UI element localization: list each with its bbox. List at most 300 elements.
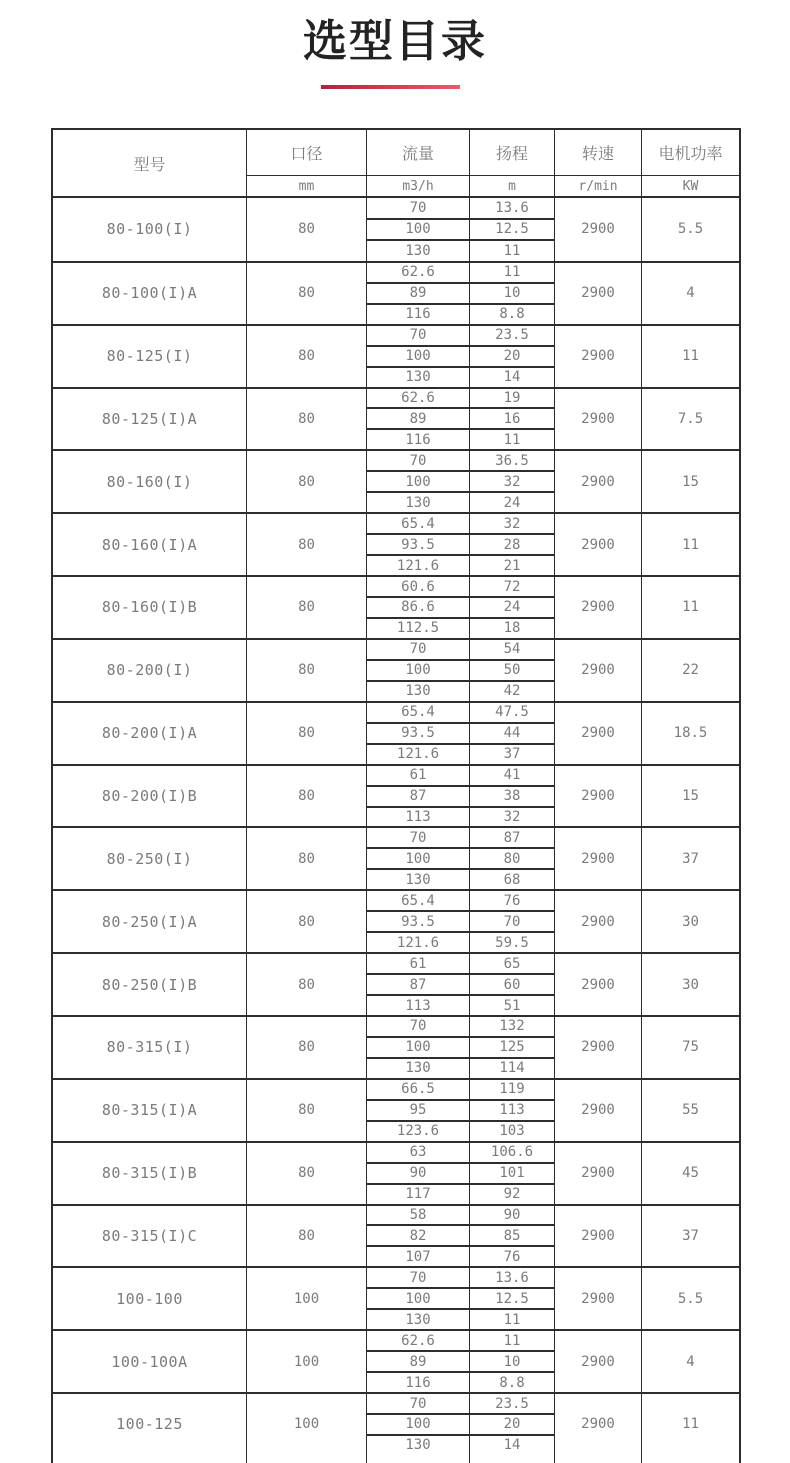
model-cell: 80-160(I)B xyxy=(53,577,247,638)
model-cell: 80-315(I) xyxy=(53,1017,247,1078)
flow-cell: 87 xyxy=(367,975,470,994)
flow-head-cell-group xyxy=(367,766,555,827)
table-row xyxy=(53,1078,739,1141)
flow-head-cell-group xyxy=(367,198,555,261)
head-cell: 24 xyxy=(503,494,521,511)
head-cell: 125 xyxy=(499,1039,525,1056)
speed-cell: 2900 xyxy=(555,703,642,764)
flow-head-cell-group xyxy=(367,703,555,764)
head-cell: 114 xyxy=(499,1060,525,1077)
flow-cell: 107 xyxy=(367,1247,470,1266)
head-cell: 12.5 xyxy=(495,221,529,238)
flow-head-cell-group xyxy=(367,1143,555,1204)
head-cell: 14 xyxy=(503,1437,521,1454)
flow-head-subrow xyxy=(367,514,554,533)
flow-cell: 117 xyxy=(367,1185,470,1204)
flow-head-subrow xyxy=(367,891,554,910)
head-cell: 32 xyxy=(503,515,521,532)
flow-head-subrow xyxy=(367,1080,554,1099)
model-cell: 80-250(I)B xyxy=(53,954,247,1015)
table-row xyxy=(53,826,739,889)
model-cell: 80-100(I)A xyxy=(53,263,247,324)
flow-cell: 130 xyxy=(367,870,470,889)
table-row xyxy=(53,575,739,638)
head-cell: 8.8 xyxy=(499,1374,525,1391)
diameter-cell: 80 xyxy=(247,1017,367,1078)
model-cell: 80-160(I)A xyxy=(53,514,247,575)
diameter-cell: 80 xyxy=(247,640,367,701)
page-title: 选型目录 xyxy=(303,16,487,67)
power-cell: 55 xyxy=(682,1102,699,1119)
table-row xyxy=(53,952,739,1015)
power-cell: 15 xyxy=(682,473,699,490)
diameter-cell: 80 xyxy=(247,198,367,261)
flow-cell: 93.5 xyxy=(367,912,470,931)
diameter-cell: 80 xyxy=(247,514,367,575)
model-cell: 100-100A xyxy=(53,1331,247,1392)
flow-head-subrow xyxy=(367,198,554,218)
head-cell: 38 xyxy=(503,788,521,805)
header-unit-flow: m3/h xyxy=(402,178,434,194)
head-cell: 37 xyxy=(503,746,521,763)
flow-head-subrow xyxy=(367,868,554,889)
flow-cell: 100 xyxy=(367,849,470,868)
model-cell: 80-125(I) xyxy=(53,326,247,387)
diameter-cell: 80 xyxy=(247,389,367,450)
header-label-power: 电机功率 xyxy=(642,130,739,176)
flow-head-cell-group xyxy=(367,1394,555,1455)
table-row xyxy=(53,1266,739,1329)
power-cell: 5.5 xyxy=(677,1290,704,1307)
flow-head-subrow xyxy=(367,659,554,680)
flow-head-subrow xyxy=(367,1308,554,1329)
table-row-partial xyxy=(53,1455,739,1463)
model-cell: 80-125(I)A xyxy=(53,389,247,450)
flow-head-subrow xyxy=(367,722,554,743)
header-unit-diameter: mm xyxy=(298,178,315,194)
head-cell: 65 xyxy=(503,955,521,972)
speed-cell: 2900 xyxy=(555,1268,642,1329)
head-cell: 76 xyxy=(503,892,521,909)
head-cell: 51 xyxy=(503,997,521,1014)
flow-head-subrow xyxy=(367,263,554,282)
diameter-cell: 100 xyxy=(247,1331,367,1392)
diameter-cell: 80 xyxy=(247,451,367,512)
table-header xyxy=(53,130,739,198)
head-cell: 132 xyxy=(499,1018,525,1035)
flow-head-cell-group xyxy=(367,891,555,952)
flow-head-cell-group xyxy=(367,1455,555,1463)
head-cell: 106.6 xyxy=(490,1144,534,1161)
head-cell: 50 xyxy=(503,662,521,679)
diameter-cell: 80 xyxy=(247,1080,367,1141)
flow-head-subrow xyxy=(367,847,554,868)
flow-cell: 62.6 xyxy=(367,389,470,408)
diameter-cell: 80 xyxy=(247,766,367,827)
flow-cell: 116 xyxy=(367,305,470,324)
table-row xyxy=(53,701,739,764)
power-cell: 15 xyxy=(682,788,699,805)
header-column-diameter xyxy=(247,130,367,196)
power-cell: 11 xyxy=(682,1416,699,1433)
flow-head-subrow xyxy=(367,703,554,722)
diameter-cell: 80 xyxy=(247,1143,367,1204)
diameter-cell: 80 xyxy=(247,891,367,952)
flow-cell: 100 xyxy=(367,1038,470,1057)
flow-head-cell-group xyxy=(367,577,555,638)
flow-cell: 100 xyxy=(367,472,470,491)
table-row xyxy=(53,1204,739,1267)
flow-cell: 100 xyxy=(367,347,470,366)
speed-cell: 2900 xyxy=(555,1394,642,1455)
speed-cell: 2900 xyxy=(555,1143,642,1204)
power-cell: 45 xyxy=(682,1165,699,1182)
model-cell: 80-315(I)B xyxy=(53,1143,247,1204)
power-cell: 22 xyxy=(682,662,699,679)
flow-head-subrow xyxy=(367,470,554,491)
speed-cell: 2900 xyxy=(555,640,642,701)
flow-cell: 90 xyxy=(367,1164,470,1183)
head-cell: 70 xyxy=(503,913,521,930)
flow-head-cell-group xyxy=(367,1080,555,1141)
flow-cell: 130 xyxy=(367,1310,470,1329)
table-row xyxy=(53,1015,739,1078)
header-label-head: 扬程 xyxy=(470,130,554,176)
head-cell: 101 xyxy=(499,1165,525,1182)
model-cell: 80-200(I) xyxy=(53,640,247,701)
flow-cell: 62.6 xyxy=(367,1331,470,1350)
table-row xyxy=(53,1329,739,1392)
power-cell: 37 xyxy=(682,1227,699,1244)
flow-cell: 89 xyxy=(367,1352,470,1371)
head-cell: 76 xyxy=(503,1248,521,1265)
flow-head-subrow xyxy=(367,954,554,973)
table-row xyxy=(53,1392,739,1455)
flow-cell: 70 xyxy=(367,1017,470,1036)
flow-head-cell-group xyxy=(367,514,555,575)
speed-cell: 2900 xyxy=(555,766,642,827)
flow-cell: 70 xyxy=(367,1268,470,1287)
flow-cell: 112.5 xyxy=(367,619,470,638)
flow-cell: 82 xyxy=(367,1226,470,1245)
power-cell: 18.5 xyxy=(673,725,708,742)
flow-cell: 130 xyxy=(367,682,470,701)
speed-cell: 2900 xyxy=(555,1331,642,1392)
header-label-diameter: 口径 xyxy=(247,130,366,176)
flow-head-subrow xyxy=(367,1371,554,1392)
header-label-speed: 转速 xyxy=(555,130,641,176)
power-cell xyxy=(642,1455,739,1463)
flow-head-subrow xyxy=(367,994,554,1015)
flow-cell: 93.5 xyxy=(367,724,470,743)
head-cell: 60 xyxy=(503,976,521,993)
diameter-cell: 100 xyxy=(247,1394,367,1455)
flow-cell: 130 xyxy=(367,368,470,387)
speed-cell: 2900 xyxy=(555,1017,642,1078)
speed-cell: 2900 xyxy=(555,263,642,324)
head-cell: 54 xyxy=(503,641,521,658)
flow-head-subrow xyxy=(367,973,554,994)
head-cell: 20 xyxy=(503,348,521,365)
table-row xyxy=(53,889,739,952)
flow-cell: 86.6 xyxy=(367,598,470,617)
head-cell: 119 xyxy=(499,1081,525,1098)
diameter-cell: 100 xyxy=(247,1268,367,1329)
head-cell: 44 xyxy=(503,725,521,742)
flow-head-cell-group xyxy=(367,451,555,512)
flow-head-subrow xyxy=(367,239,554,261)
flow-cell: 58 xyxy=(367,1206,470,1225)
diameter-cell: 80 xyxy=(247,263,367,324)
head-cell: 72 xyxy=(503,578,521,595)
model-cell: 80-315(I)C xyxy=(53,1206,247,1267)
power-cell: 30 xyxy=(682,913,699,930)
diameter-cell: 80 xyxy=(247,828,367,889)
model-cell: 100-125 xyxy=(53,1394,247,1455)
flow-cell: 123.6 xyxy=(367,1122,470,1141)
power-cell: 4 xyxy=(686,1353,695,1370)
flow-head-subrow xyxy=(367,931,554,952)
speed-cell: 2900 xyxy=(555,828,642,889)
table-row xyxy=(53,198,739,261)
power-cell: 5.5 xyxy=(677,221,704,238)
head-cell: 8.8 xyxy=(499,306,525,323)
head-cell: 12.5 xyxy=(495,1290,529,1307)
head-cell: 11 xyxy=(503,264,521,281)
flow-head-cell-group xyxy=(367,1206,555,1267)
flow-head-cell-group xyxy=(367,954,555,1015)
head-cell: 41 xyxy=(503,767,521,784)
flow-cell: 70 xyxy=(367,640,470,659)
table-row xyxy=(53,638,739,701)
diameter-cell: 80 xyxy=(247,1206,367,1267)
flow-head-cell-group xyxy=(367,263,555,324)
head-cell: 32 xyxy=(503,808,521,825)
head-cell: 20 xyxy=(503,1416,521,1433)
power-cell: 4 xyxy=(686,285,695,302)
flow-cell: 61 xyxy=(367,766,470,785)
speed-cell: 2900 xyxy=(555,514,642,575)
head-cell: 90 xyxy=(503,1206,521,1223)
flow-head-subrow xyxy=(367,1413,554,1434)
flow-head-subrow xyxy=(367,640,554,659)
speed-cell: 2900 xyxy=(555,1080,642,1141)
flow-head-cell-group xyxy=(367,640,555,701)
flow-head-subrow xyxy=(367,1057,554,1078)
header-unit-head: m xyxy=(508,178,516,194)
model-cell: 80-160(I) xyxy=(53,451,247,512)
flow-head-subrow xyxy=(367,1350,554,1371)
head-cell: 13.6 xyxy=(495,199,529,216)
flow-head-subrow xyxy=(367,785,554,806)
flow-cell: 100 xyxy=(367,661,470,680)
flow-head-subrow xyxy=(367,1017,554,1036)
head-cell: 10 xyxy=(503,285,521,302)
flow-cell: 70 xyxy=(367,198,470,218)
model-cell: 80-200(I)A xyxy=(53,703,247,764)
flow-head-cell-group xyxy=(367,828,555,889)
flow-head-subrow xyxy=(367,1245,554,1266)
flow-head-subrow xyxy=(367,1143,554,1162)
head-cell: 28 xyxy=(503,536,521,553)
flow-head-subrow xyxy=(367,1394,554,1413)
head-cell: 16 xyxy=(503,410,521,427)
flow-cell: 66.5 xyxy=(367,1080,470,1099)
header-column-head xyxy=(470,130,555,196)
head-cell: 21 xyxy=(503,557,521,574)
power-cell: 75 xyxy=(682,1039,699,1056)
head-cell: 87 xyxy=(503,829,521,846)
flow-head-subrow xyxy=(367,1224,554,1245)
flow-head-subrow xyxy=(367,491,554,512)
header-model: 型号 xyxy=(53,130,247,196)
flow-head-subrow xyxy=(367,1120,554,1141)
model-cell: 100-100 xyxy=(53,1268,247,1329)
header-label-flow: 流量 xyxy=(367,130,469,176)
flow-cell: 121.6 xyxy=(367,933,470,952)
flow-head-subrow xyxy=(367,326,554,345)
power-cell: 11 xyxy=(682,599,699,616)
flow-head-subrow xyxy=(367,577,554,596)
speed-cell: 2900 xyxy=(555,198,642,261)
table-row xyxy=(53,449,739,512)
flow-cell: 63 xyxy=(367,1143,470,1162)
head-cell: 47.5 xyxy=(495,704,529,721)
head-cell: 36.5 xyxy=(495,452,529,469)
head-cell: 85 xyxy=(503,1227,521,1244)
header-unit-power: KW xyxy=(682,178,699,194)
flow-head-subrow xyxy=(367,554,554,575)
power-cell: 37 xyxy=(682,850,699,867)
table-row xyxy=(53,387,739,450)
flow-cell: 62.6 xyxy=(367,263,470,282)
model-cell xyxy=(53,1455,247,1463)
flow-cell: 70 xyxy=(367,451,470,470)
model-cell: 80-250(I) xyxy=(53,828,247,889)
head-cell: 19 xyxy=(503,390,521,406)
diameter-cell: 80 xyxy=(247,703,367,764)
flow-cell: 130 xyxy=(367,1059,470,1078)
table-row xyxy=(53,512,739,575)
head-cell: 10 xyxy=(503,1353,521,1370)
flow-cell: 130 xyxy=(367,1436,470,1455)
flow-cell: 70 xyxy=(367,326,470,345)
flow-head-subrow xyxy=(367,743,554,764)
header-unit-speed: r/min xyxy=(578,178,618,194)
flow-cell: 100 xyxy=(367,220,470,240)
flow-head-subrow xyxy=(367,303,554,324)
flow-cell: 93.5 xyxy=(367,535,470,554)
flow-head-subrow xyxy=(367,1183,554,1204)
model-cell: 80-315(I)A xyxy=(53,1080,247,1141)
flow-cell: 89 xyxy=(367,409,470,428)
flow-head-subrow xyxy=(367,1162,554,1183)
head-cell: 92 xyxy=(503,1186,521,1203)
flow-head-cell-group xyxy=(367,389,555,450)
head-cell: 42 xyxy=(503,683,521,700)
flow-head-subrow xyxy=(367,806,554,827)
model-cell: 80-200(I)B xyxy=(53,766,247,827)
flow-head-subrow xyxy=(367,596,554,617)
flow-head-subrow xyxy=(367,407,554,428)
flow-cell: 130 xyxy=(367,493,470,512)
flow-head-subrow xyxy=(367,533,554,554)
flow-cell: 70 xyxy=(367,1394,470,1413)
flow-head-cell-group xyxy=(367,1017,555,1078)
diameter-cell: 80 xyxy=(247,577,367,638)
head-cell: 59.5 xyxy=(495,934,529,951)
power-cell: 11 xyxy=(682,536,699,553)
speed-cell: 2900 xyxy=(555,326,642,387)
flow-cell: 61 xyxy=(367,954,470,973)
head-cell: 11 xyxy=(503,243,521,260)
pump-selection-table xyxy=(51,128,741,1463)
flow-cell: 60.6 xyxy=(367,577,470,596)
flow-cell: 100 xyxy=(367,1289,470,1308)
flow-head-subrow xyxy=(367,1287,554,1308)
speed-cell: 2900 xyxy=(555,389,642,450)
flow-cell: 87 xyxy=(367,787,470,806)
flow-head-subrow xyxy=(367,910,554,931)
model-cell: 80-250(I)A xyxy=(53,891,247,952)
flow-head-subrow xyxy=(367,1036,554,1057)
flow-head-subrow xyxy=(367,282,554,303)
diameter-cell: 80 xyxy=(247,326,367,387)
head-cell: 18 xyxy=(503,620,521,637)
head-cell: 13.6 xyxy=(495,1269,529,1286)
flow-cell: 113 xyxy=(367,808,470,827)
head-cell: 68 xyxy=(503,871,521,888)
flow-head-cell-group xyxy=(367,326,555,387)
flow-head-subrow xyxy=(367,1099,554,1120)
flow-cell: 121.6 xyxy=(367,556,470,575)
power-cell: 7.5 xyxy=(677,410,704,427)
diameter-cell xyxy=(247,1455,367,1463)
flow-cell: 65.4 xyxy=(367,514,470,533)
power-cell: 30 xyxy=(682,976,699,993)
head-cell: 23.5 xyxy=(495,327,529,344)
speed-cell: 2900 xyxy=(555,891,642,952)
table-row xyxy=(53,1141,739,1204)
head-cell: 11 xyxy=(503,1332,521,1349)
flow-head-subrow xyxy=(367,1434,554,1455)
table-row xyxy=(53,324,739,387)
model-cell: 80-100(I) xyxy=(53,198,247,261)
head-cell: 24 xyxy=(503,599,521,616)
flow-head-cell-group xyxy=(367,1268,555,1329)
flow-cell: 95 xyxy=(367,1101,470,1120)
head-cell: 11 xyxy=(503,431,521,448)
flow-cell: 116 xyxy=(367,430,470,449)
flow-cell: 65.4 xyxy=(367,891,470,910)
speed-cell: 2900 xyxy=(555,577,642,638)
flow-head-subrow xyxy=(367,617,554,638)
head-cell: 11 xyxy=(503,1311,521,1328)
head-cell: 23.5 xyxy=(495,1395,529,1412)
speed-cell xyxy=(555,1455,642,1463)
power-cell: 11 xyxy=(682,348,699,365)
header-column-power xyxy=(642,130,739,196)
flow-head-subrow xyxy=(367,451,554,470)
flow-head-subrow xyxy=(367,828,554,847)
flow-head-subrow xyxy=(367,345,554,366)
flow-head-subrow xyxy=(367,218,554,240)
flow-head-subrow xyxy=(367,766,554,785)
flow-cell: 116 xyxy=(367,1373,470,1392)
speed-cell: 2900 xyxy=(555,1206,642,1267)
flow-head-subrow xyxy=(367,680,554,701)
header-column-flow xyxy=(367,130,470,196)
